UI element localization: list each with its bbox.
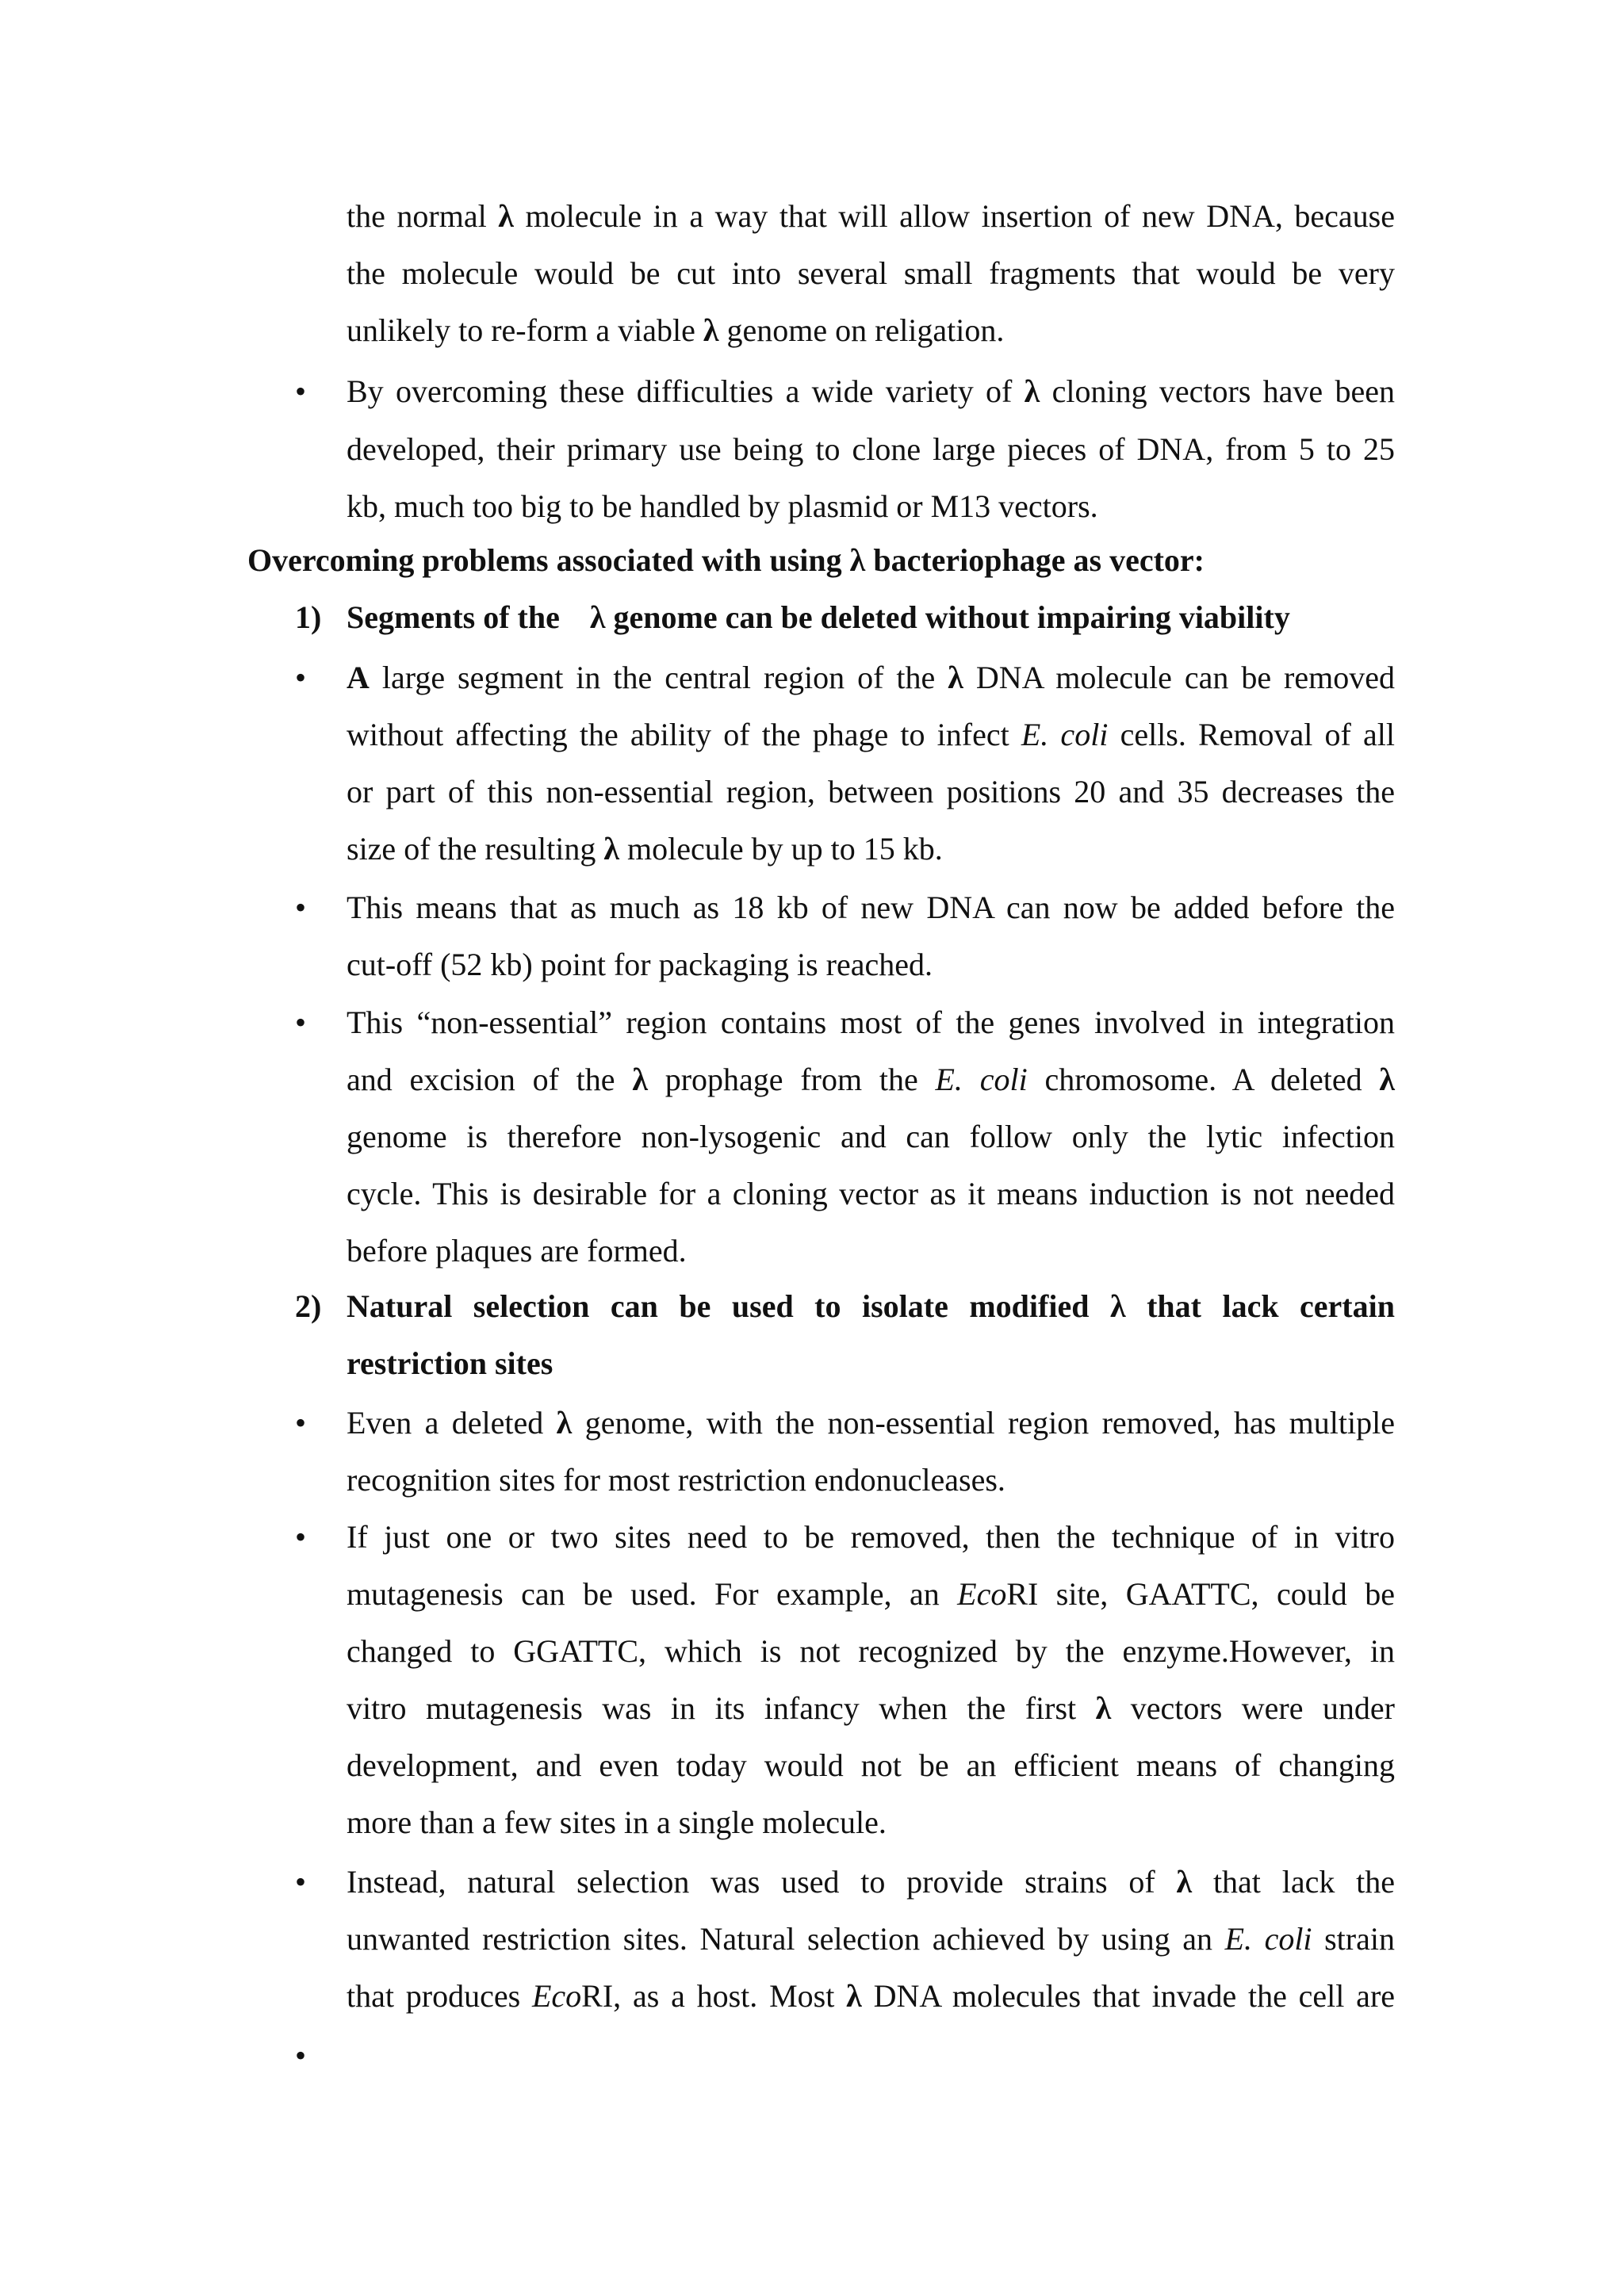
bullet-4-line-4: cycle. This is desirable for a cloning vector as it means induction is not needed (347, 1176, 1395, 1211)
bullet-marker: • (295, 890, 307, 925)
bullet-2-line-2: without affecting the ability of the phage to infect E. coli cells. Removal of all (347, 717, 1396, 752)
bullet-3-line-2: cut-off (52 kb) point for packaging is reached. (347, 947, 933, 982)
intro-line-3: unlikely to re-form a viable λ genome on religation. (347, 312, 1005, 348)
section-heading: Overcoming problems associated with using λ bacteriophage as vector: (247, 542, 1205, 578)
item-1-heading: Segments of the λ genome can be deleted without impairing viability (347, 599, 1290, 635)
bullet-6-line-4: vitro mutagenesis was in its infancy when the first λ vectors were under (347, 1690, 1396, 1726)
intro-line-1: the normal λ molecule in a way that will allow insertion of new DNA, because (347, 198, 1396, 234)
item-2-heading-line-1: Natural selection can be used to isolate modified λ that lack certain (347, 1288, 1395, 1324)
bullet-6-line-5: development, and even today would not be an efficient means of changing (347, 1747, 1395, 1783)
bullet-1-line-3: kb, much too big to be handled by plasmid or M13 vectors. (347, 488, 1098, 524)
item-2-number: 2) (295, 1288, 322, 1324)
bullet-5-line-1: Even a deleted λ genome, with the non-essential region removed, has multiple (347, 1405, 1395, 1441)
intro-line-2: the molecule would be cut into several small fragments that would be very (347, 255, 1395, 291)
bullet-4-line-5: before plaques are formed. (347, 1233, 687, 1269)
bullet-6-line-3: changed to GGATTC, which is not recognized by the enzyme.However, in (347, 1633, 1395, 1669)
bullet-6-line-2: mutagenesis can be used. For example, an EcoRI site, GAATTC, could be (347, 1576, 1395, 1612)
bullet-1-line-2: developed, their primary use being to clone large pieces of DNA, from 5 to 25 (347, 431, 1395, 467)
bullet-7-line-1: Instead, natural selection was used to provide strains of λ that lack the (347, 1864, 1395, 1900)
bullet-marker: • (295, 1004, 307, 1040)
item-2-heading-line-2: restriction sites (347, 1345, 553, 1381)
bullet-6-line-1: If just one or two sites need to be removed, then the technique of in vitro (347, 1519, 1395, 1555)
bullet-marker: • (295, 660, 307, 695)
bullet-2-line-1: A large segment in the central region of the λ DNA molecule can be removed (347, 660, 1396, 695)
bullet-marker: • (295, 1864, 307, 1900)
bullet-1-line-1: By overcoming these difficulties a wide variety of λ cloning vectors have been (347, 373, 1395, 409)
bullet-4-line-3: genome is therefore non-lysogenic and can follow only the lytic infection (347, 1119, 1395, 1154)
bullet-5-line-2: recognition sites for most restriction endonucleases. (347, 1462, 1005, 1498)
bullet-7-line-2: unwanted restriction sites. Natural selection achieved by using an E. coli strain (347, 1921, 1395, 1957)
bullet-4-line-1: This “non-essential” region contains most of the genes involved in integration (347, 1004, 1395, 1040)
item-1-number: 1) (295, 599, 322, 635)
bullet-3-line-1: This means that as much as 18 kb of new DNA can now be added before the (347, 890, 1395, 925)
bullet-2-line-4: size of the resulting λ molecule by up to 15 kb. (347, 831, 943, 867)
bullet-marker: • (295, 1405, 307, 1441)
bullet-marker-empty: • (295, 2038, 307, 2073)
bullet-marker: • (295, 373, 307, 409)
bullet-2-line-3: or part of this non-essential region, between positions 20 and 35 decreases the (347, 774, 1395, 809)
bullet-4-line-2: and excision of the λ prophage from the E. coli chromosome. A deleted λ (347, 1062, 1395, 1097)
bullet-marker: • (295, 1519, 307, 1555)
bullet-6-line-6: more than a few sites in a single molecule. (347, 1804, 887, 1840)
bullet-7-line-3: that produces EcoRI, as a host. Most λ DNA molecules that invade the cell are (347, 1978, 1396, 2014)
